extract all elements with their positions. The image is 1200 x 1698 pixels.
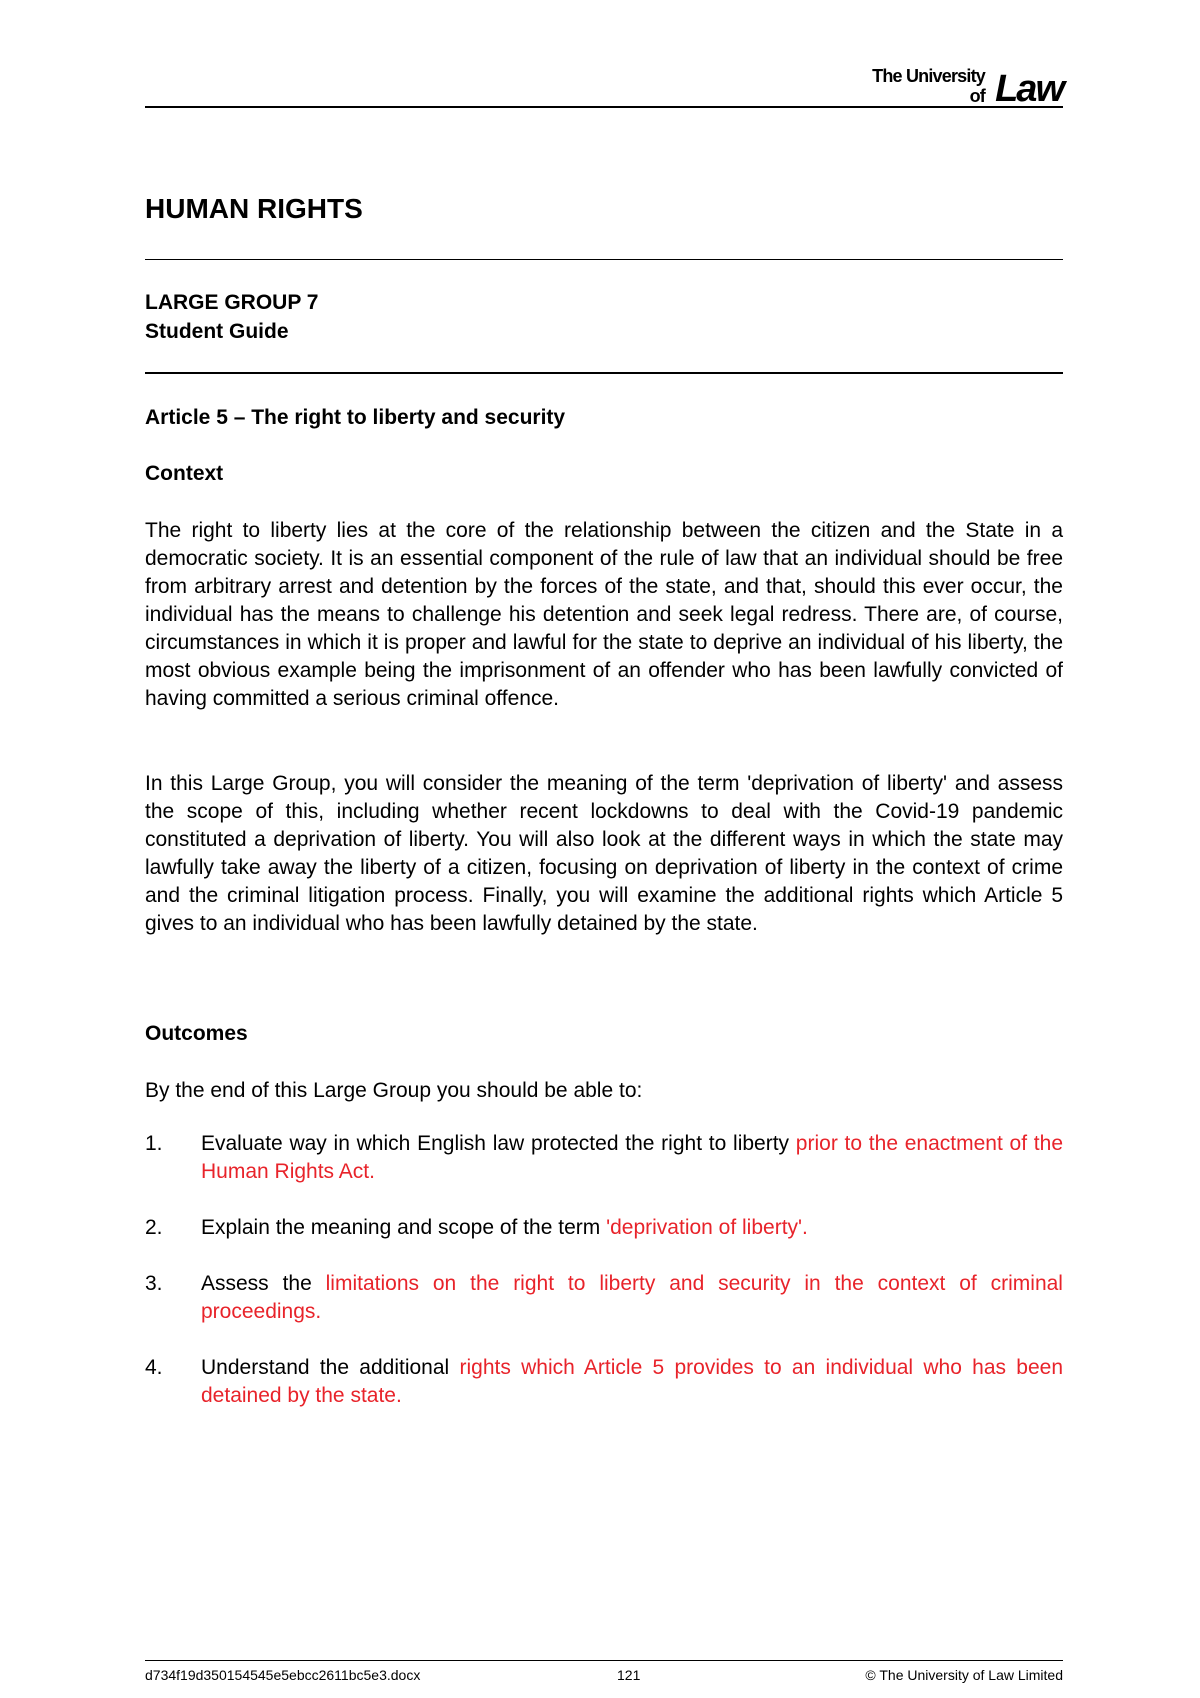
group-block (145, 288, 318, 346)
group-rule (145, 372, 1063, 374)
outcome-highlight: limitations on the right to liberty and security in the context of criminal proceedings. (201, 1272, 1063, 1323)
outcome-highlight: 'deprivation of liberty'. (606, 1216, 808, 1239)
footer-page-number: 121 (617, 1667, 641, 1683)
outcome-item (145, 1130, 1063, 1186)
footer-copyright: © The University of Law Limited (865, 1667, 1063, 1683)
outcome-number: 1. (145, 1132, 163, 1155)
header-rule (145, 106, 1063, 108)
outcome-item (145, 1354, 1063, 1410)
logo-text-line2: of (969, 86, 985, 106)
outcome-item (145, 1214, 1063, 1242)
footer-filename: d734f19d350154545e5ebcc2611bc5e3.docx (145, 1667, 421, 1683)
article-heading: Article 5 – The right to liberty and security (145, 406, 566, 429)
document-title: HUMAN RIGHTS (145, 193, 363, 224)
outcome-number: 3. (145, 1272, 163, 1295)
logo-text-line1: The University (872, 66, 985, 86)
outcomes-intro: By the end of this Large Group you should be able to: (145, 1079, 643, 1102)
footer-rule (145, 1660, 1063, 1661)
context-heading: Context (145, 462, 224, 485)
context-paragraph-1: The right to liberty lies at the core of the relationship between the citizen and the State in a democratic society. It is an essential component of the rule of law that an individual should be free from arbitrary arrest and detention by the forces of the state, and that, should this ever occur, the individual has the means to challenge his detention and seek legal redress. There are, of course, circumstances in which it is proper and lawful for the state to deprive an individual of his liberty, the most obvious example being the imprisonment of an offender who has been lawfully convicted of having committed a serious criminal offence. (145, 519, 1063, 710)
outcome-text: Evaluate way in which English law protected the right to liberty (201, 1132, 796, 1155)
outcome-number: 4. (145, 1356, 163, 1379)
title-rule (145, 259, 1063, 260)
guide-label: Student Guide (145, 320, 289, 343)
outcome-text: Explain the meaning and scope of the term (201, 1216, 607, 1239)
outcome-number: 2. (145, 1216, 163, 1239)
outcome-highlight: rights which Article 5 provides to an individual who has been detained by the state. (201, 1356, 1064, 1407)
outcomes-list (145, 1130, 1063, 1438)
context-paragraph-2: In this Large Group, you will consider the meaning of the term 'deprivation of liberty' and assess the scope of this, including whether recent lockdowns to deal with the Covid-19 pandemic constituted a deprivation of liberty. You will also look at the different ways in which the state may lawfully take away the liberty of a citizen, focusing on deprivation of liberty in the context of crime and the criminal litigation process. Finally, you will examine the additional rights which Article 5 gives to an individual who has been lawfully detained by the state. (145, 772, 1063, 935)
outcome-text: Assess the (201, 1272, 326, 1295)
outcome-item (145, 1270, 1063, 1326)
outcomes-heading: Outcomes (145, 1022, 248, 1045)
outcome-highlight: prior to the enactment of the Human Rights Act. (201, 1132, 1063, 1183)
outcome-text: Understand the additional (201, 1356, 460, 1379)
university-logo (853, 64, 1063, 110)
logo-text-line3: Law (995, 68, 1063, 110)
group-label: LARGE GROUP 7 (145, 291, 319, 314)
